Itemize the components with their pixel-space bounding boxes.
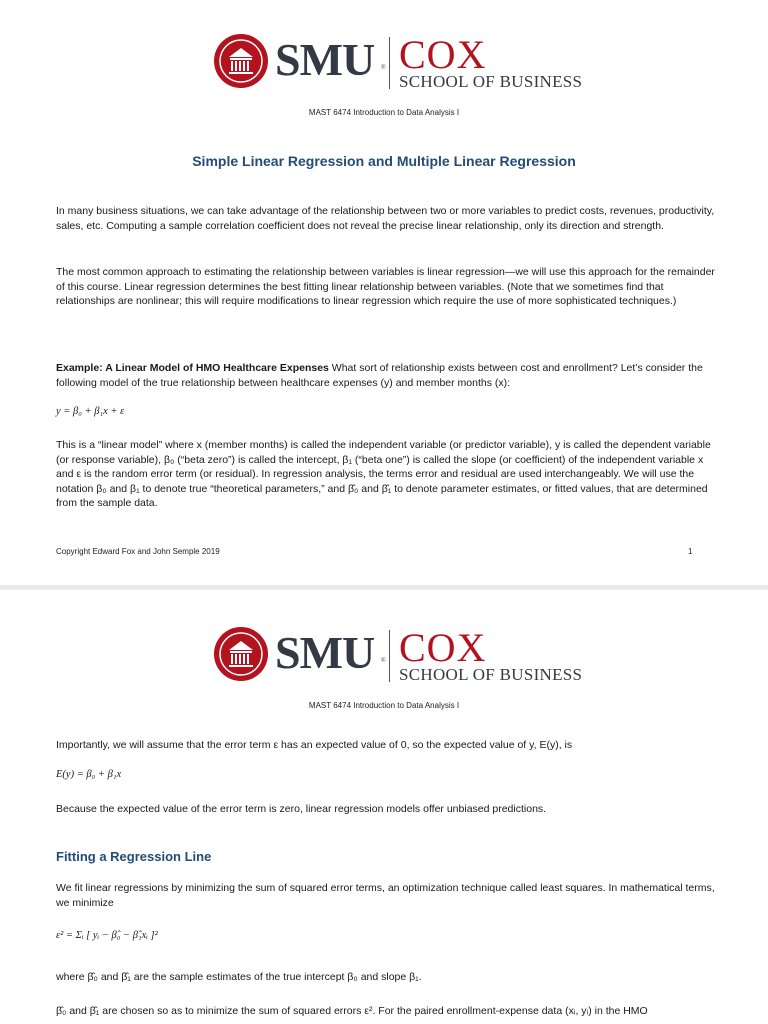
example-paragraph xyxy=(56,361,716,390)
logo-smu-text: SMU xyxy=(275,627,375,678)
logo-smu-text: SMU xyxy=(275,34,375,85)
expected-value-paragraph: Importantly, we will assume that the error term ε has an expected value of 0, so the expected value of y, E(y), is xyxy=(56,739,573,751)
logo-registered-mark: ® xyxy=(381,65,386,71)
logo-divider xyxy=(389,37,390,89)
logo-registered-mark: ® xyxy=(381,658,386,664)
expected-value-equation: E(y) = β₀ + β₁x xyxy=(56,769,122,780)
document-page-2 xyxy=(0,590,768,1024)
smu-seal-icon xyxy=(213,33,269,89)
approach-paragraph: The most common approach to estimating the relationship between variables is linear regression—we will use this approach for the remainder of this course. Linear regression determines the best fitting linear relationship between variables. (Note that we sometimes find that relationships are nonlinear; this will require modifications to linear regression which require the use of more sophisticated techniques.) xyxy=(56,266,715,308)
unbiased-paragraph: Because the expected value of the error term is zero, linear regression models offer unbiased predictions. xyxy=(56,803,547,815)
logo-school-text: SCHOOL OF BUSINESS xyxy=(399,665,583,684)
linear-model-paragraph: This is a “linear model” where x (member months) is called the independent variable (or predictor variable), y is called the dependent variable (or response variable), β₀ (“beta zero”) is called the intercept, β₁ (“beta one”) is called the slope (or coefficient) of the independent variable x and ε is the random error term (or residual). In regression analysis, the terms error and residual are used interchangeably. We will use the notation β₀ and β₁ to denote true “theoretical parameters,” and β̂₀ and β̂₁ to denote parameter estimates, or fitted values, that are determined from the sample data. xyxy=(56,439,711,510)
page-number: 1 xyxy=(688,547,693,556)
smu-seal-icon xyxy=(213,626,269,682)
minimize-paragraph: β̂₀ and β̂₁ are chosen so as to minimize the sum of squared errors ε². For the paired enrollment-expense data (xᵢ, yᵢ) in the HMO xyxy=(56,1005,648,1017)
model-equation: y = β₀ + β₁x + ε xyxy=(56,406,125,417)
estimates-paragraph: where β̂₀ and β̂₁ are the sample estimates of the true intercept β₀ and slope β₁. xyxy=(56,971,422,983)
sse-equation: ε² = Σᵢ [ yᵢ − β̂₀ − β̂₁xᵢ ]² xyxy=(56,930,158,941)
intro-paragraph: In many business situations, we can take advantage of the relationship between two or more variables to predict costs, revenues, productivity, sales, etc. Computing a sample correlation coefficient does not reveal the precise linear relationship, only its direction and strength. xyxy=(56,205,715,232)
smu-cox-logo xyxy=(213,32,583,93)
logo-cox-text: COX xyxy=(399,625,487,670)
page-title: Simple Linear Regression and Multiple Linear Regression xyxy=(192,153,576,169)
least-squares-paragraph: We fit linear regressions by minimizing the sum of squared error terms, an optimization technique called least squares. In mathematical terms, we minimize xyxy=(56,882,715,909)
course-header: MAST 6474 Introduction to Data Analysis I xyxy=(308,701,460,710)
logo-school-text: SCHOOL OF BUSINESS xyxy=(399,72,583,91)
section-heading: Fitting a Regression Line xyxy=(56,849,212,864)
example-label: Example: A Linear Model of HMO Healthcare Expenses xyxy=(56,362,329,374)
copyright-footer: Copyright Edward Fox and John Semple 2019 xyxy=(56,547,220,556)
logo-divider xyxy=(389,630,390,682)
example-text: What sort of relationship exists between cost and enrollment? Let’s consider the following model of the true relationship between healthcare expenses (y) and member months (x): xyxy=(56,362,703,389)
smu-cox-logo xyxy=(213,625,583,686)
logo-cox-text: COX xyxy=(399,32,487,77)
course-header: MAST 6474 Introduction to Data Analysis I xyxy=(308,108,460,117)
